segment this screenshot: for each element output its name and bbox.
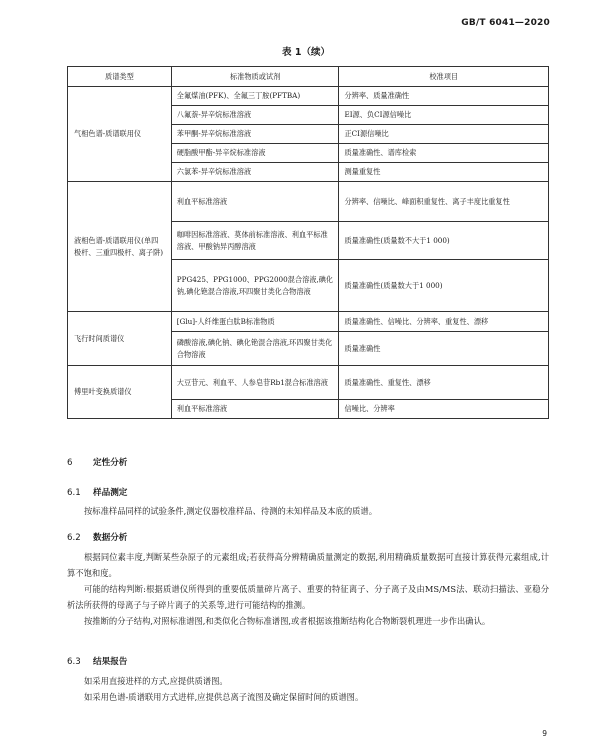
table-header-row bbox=[68, 67, 549, 87]
item-cell: 信噪比、分辨率 bbox=[339, 400, 549, 419]
section-heading bbox=[67, 486, 127, 498]
item-cell: EI源、负CI源信噪比 bbox=[339, 106, 549, 125]
item-cell: 测量重复性 bbox=[339, 163, 549, 182]
paragraph: 如采用直接进样的方式,应提供质谱图。 bbox=[84, 676, 228, 686]
table-row bbox=[68, 87, 549, 106]
paragraph: 可能的结构判断:根据质谱仪所得到的重要低质量碎片离子、重要的特征离子、分子离子及由MS/MS法、联动扫描法、亚稳分析法所获得的母离子与子碎片离子的关系等,进行可能结构的推测。 bbox=[67, 584, 549, 610]
column-header-item: 校准项目 bbox=[339, 67, 549, 87]
paragraph: 根据同位素丰度,判断某些杂原子的元素组成;若获得高分辨精确质量测定的数据,利用精确质量数据可直接计算获得元素组成,计算不饱和度。 bbox=[67, 552, 549, 578]
category-cell: 液相色谱-质谱联用仪(单四极杆、三重四极杆、离子阱) bbox=[68, 182, 172, 312]
paragraph: 按推断的分子结构,对照标准谱图,和类似化合物标准谱图,或者根据该推断结构化合物断裂机理进一步作出确认。 bbox=[84, 616, 491, 626]
section-title: 样品测定 bbox=[93, 488, 128, 498]
material-cell: [Glu]-人纤维蛋白肽B标准物质 bbox=[171, 312, 339, 332]
page-number: 9 bbox=[542, 729, 547, 738]
standard-number: GB/T 6041—2020 bbox=[461, 18, 550, 28]
category-cell: 飞行时间质谱仪 bbox=[68, 312, 172, 366]
section-heading bbox=[67, 655, 127, 667]
item-cell: 质量准确性(质量数不大于1 000) bbox=[339, 222, 549, 260]
material-cell: 八氟萘-异辛烷标准溶液 bbox=[171, 106, 339, 125]
material-cell: 六氯苯-异辛烷标准溶液 bbox=[171, 163, 339, 182]
material-cell: 硬脂酸甲酯-异辛烷标准溶液 bbox=[171, 144, 339, 163]
item-cell: 质量准确性(质量数大于1 000) bbox=[339, 260, 549, 312]
column-header-type: 质谱类型 bbox=[68, 67, 172, 87]
table-row bbox=[68, 182, 549, 222]
section-title: 数据分析 bbox=[93, 533, 128, 543]
section-number: 6.3 bbox=[67, 657, 81, 667]
paragraph: 如采用色谱-质谱联用方式进样,应提供总离子流图及确定保留时间的质谱图。 bbox=[84, 692, 364, 702]
section-title: 结果报告 bbox=[93, 657, 128, 667]
item-cell: 正CI源信噪比 bbox=[339, 125, 549, 144]
section-number: 6.2 bbox=[67, 533, 81, 543]
table-row bbox=[68, 312, 549, 332]
material-cell: PPG425、PPG1000、PPG2000混合溶液,碘化钠,碘化铯混合溶液,环四聚甘类化合物溶液 bbox=[171, 260, 339, 312]
item-cell: 质量准确性、重复性、漂移 bbox=[339, 366, 549, 400]
material-cell: 全氟煤油(PFK)、全氟三丁胺(PFTBA) bbox=[171, 87, 339, 106]
material-cell: 苯甲酮-异辛烷标准溶液 bbox=[171, 125, 339, 144]
item-cell: 分辨率、质量准确性 bbox=[339, 87, 549, 106]
table-row bbox=[68, 366, 549, 400]
material-cell: 利血平标准溶液 bbox=[171, 400, 339, 419]
item-cell: 质量准确性 bbox=[339, 332, 549, 366]
material-cell: 磷酸溶液,碘化钠、碘化铯混合溶液,环四聚甘类化合物溶液 bbox=[171, 332, 339, 366]
calibration-table bbox=[67, 66, 549, 419]
item-cell: 质量准确性、信噪比、分辨率、重复性、漂移 bbox=[339, 312, 549, 332]
material-cell: 利血平标准溶液 bbox=[171, 182, 339, 222]
category-cell: 傅里叶变换质谱仪 bbox=[68, 366, 172, 419]
table-caption: 表 1（续） bbox=[282, 47, 330, 58]
column-header-material: 标准物质或试剂 bbox=[171, 67, 339, 87]
item-cell: 分辨率、信噪比、峰面积重复性、离子丰度比重复性 bbox=[339, 182, 549, 222]
paragraph: 按标准样品同样的试验条件,测定仪器校准样品、待测的未知样品及本底的质谱。 bbox=[84, 506, 378, 516]
item-cell: 质量准确性、谱库检索 bbox=[339, 144, 549, 163]
material-cell: 咖啡因标准溶液、莫体前标准溶液、利血平标准溶液、甲酸钠异丙醇溶液 bbox=[171, 222, 339, 260]
section-number: 6.1 bbox=[67, 488, 81, 498]
section-heading bbox=[67, 531, 127, 543]
section-number: 6 bbox=[67, 458, 73, 468]
section-heading bbox=[67, 456, 127, 468]
section-title: 定性分析 bbox=[93, 458, 128, 468]
material-cell: 大豆苷元、利血平、人参皂苷Rb1混合标准溶液 bbox=[171, 366, 339, 400]
category-cell: 气相色谱-质谱联用仪 bbox=[68, 87, 172, 182]
